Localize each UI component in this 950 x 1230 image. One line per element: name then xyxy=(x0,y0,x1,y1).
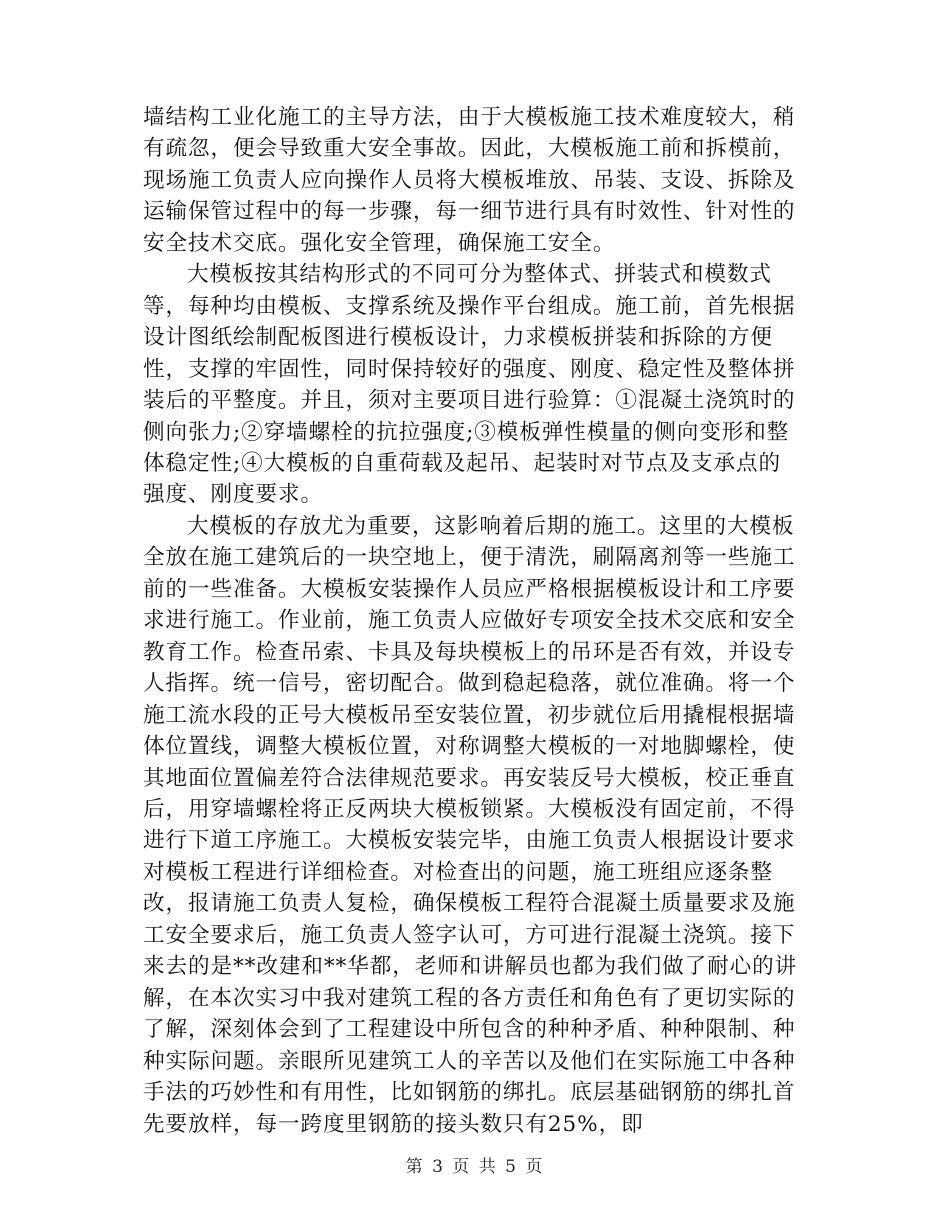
page-number-footer: 第 3 页 共 5 页 xyxy=(405,1157,545,1177)
paragraph-3: 大模板的存放尤为重要，这影响着后期的施工。这里的大模板全放在施工建筑后的一块空地上，便于清洗，刷隔离剂等一些施工前的一些准备。大模板安装操作人员应严格根据模板设计和工序要求进行施工。作业前，施工负责人应做好专项安全技术交底和安全教育工作。检查吊索、卡具及每块模板上的吊环是否有效，并设专人指挥。统一信号，密切配合。做到稳起稳落，就位准确。将一个施工流水段的正号大模板吊至安装位置，初步就位后用撬棍根据墙体位置线，调整大模板位置，对称调整大模板的一对地脚螺栓，使其地面位置偏差符合法律规范要求。再安装反号大模板，校正垂直后，用穿墙螺栓将正反两块大模板锁紧。大模板没有固定前，不得进行下道工序施工。大模板安装完毕，由施工负责人根据设计要求对模板工程进行详细检查。对检查出的问题，施工班组应逐条整改，报请施工负责人复检，确保模板工程符合混凝土质量要求及施工安全要求后，施工负责人签字认可，方可进行混凝土浇筑。接下来去的是**改建和**华都，老师和讲解员也都为我们做了耐心的讲解，在本次实习中我对建筑工程的各方责任和角色有了更切实际的了解，深刻体会到了工程建设中所包含的种种矛盾、种种限制、种种实际问题。亲眼所见建筑工人的辛苦以及他们在实际施工中各种手法的巧妙性和有用性，比如钢筋的绑扎。底层基础钢筋的绑扎首先要放样，每一跨度里钢筋的接头数只有25%，即 xyxy=(143,513,798,1137)
paragraph-1: 墙结构工业化施工的主导方法，由于大模板施工技术难度较大，稍有疏忽，便会导致重大安全事故。因此，大模板施工前和拆模前，现场施工负责人应向操作人员将大模板堆放、吊装、支设、拆除及运输保管过程中的每一步骤，每一细节进行具有时效性、针对性的安全技术交底。强化安全管理，确保施工安全。 xyxy=(143,105,796,256)
document-body xyxy=(143,102,803,1140)
paragraph-2: 大模板按其结构形式的不同可分为整体式、拼装式和模数式等，每种均由模板、支撑系统及操作平台组成。施工前，首先根据设计图纸绘制配板图进行模板设计，力求模板拼装和拆除的方便性，支撑的牢固性，同时保持较好的强度、刚度、稳定性及整体拼装后的平整度。并且，须对主要项目进行验算：①混凝土浇筑时的侧向张力;②穿墙螺栓的抗拉强度;③模板弹性模量的侧向变形和整体稳定性;④大模板的自重荷载及起吊、起装时对节点及支承点的强度、刚度要求。 xyxy=(143,262,796,508)
